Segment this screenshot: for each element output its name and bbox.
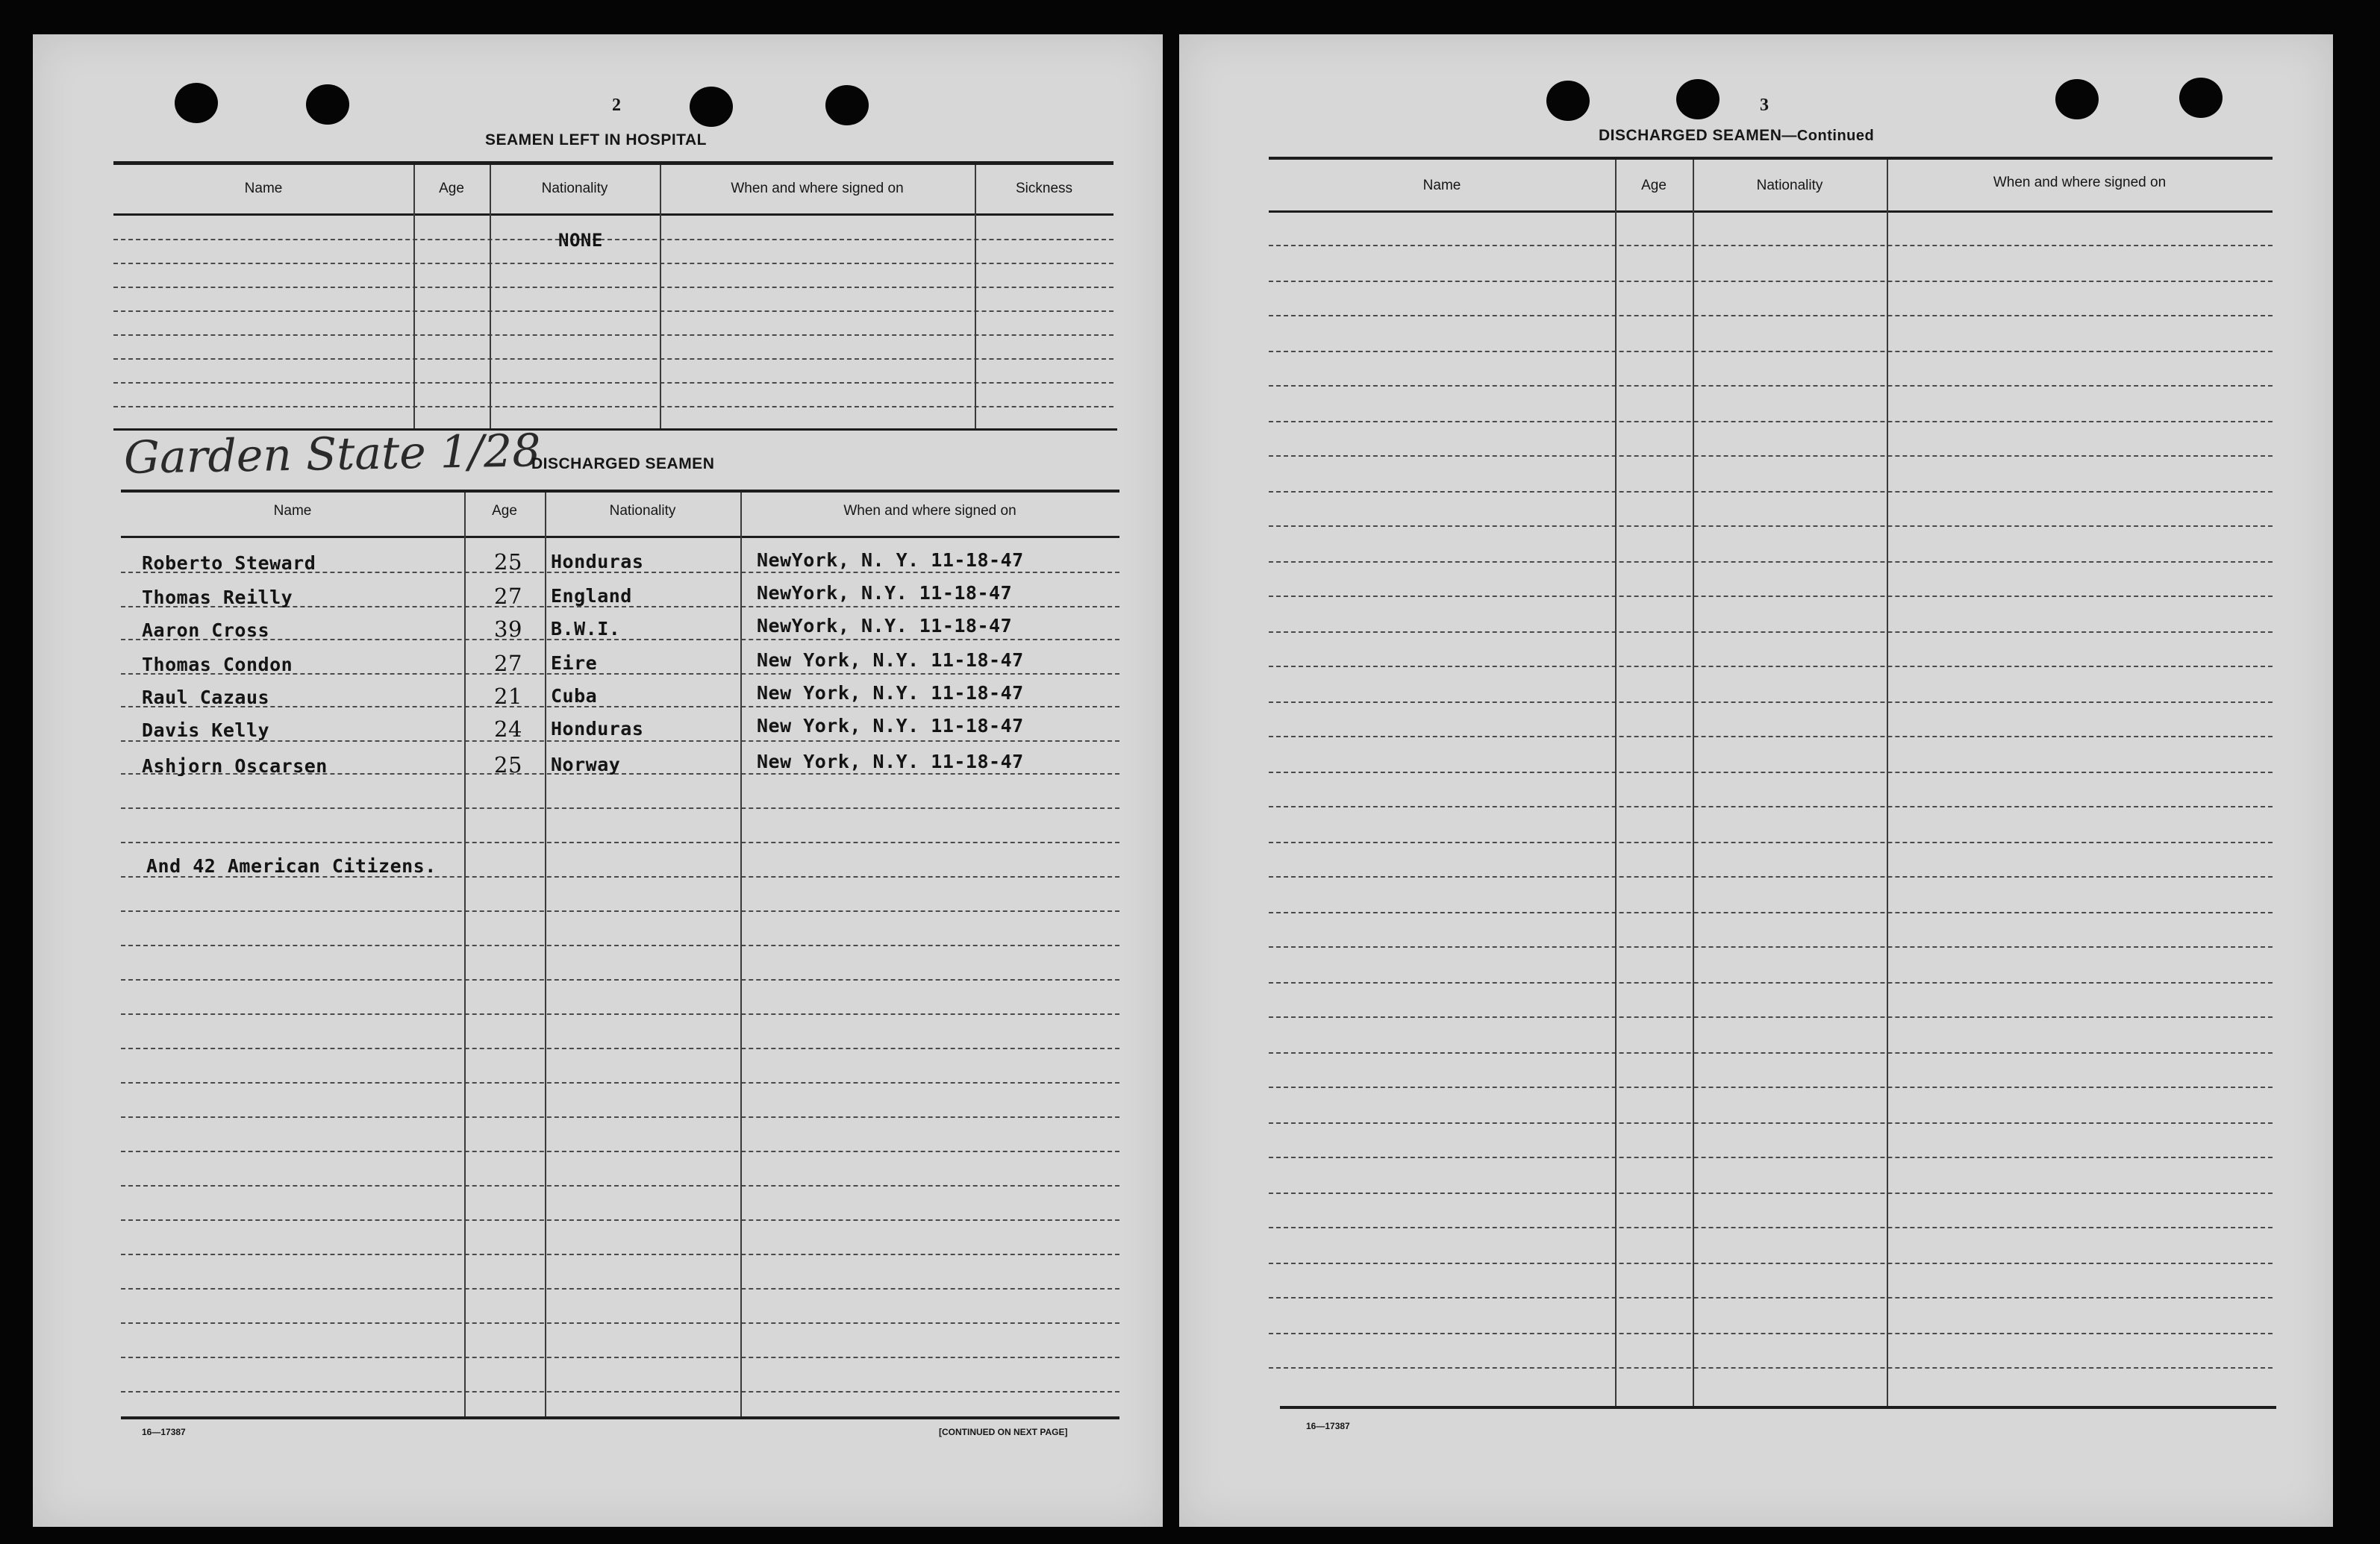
title-text: DISCHARGED SEAMEN xyxy=(1599,127,1782,144)
seaman-nationality: Honduras xyxy=(551,551,644,572)
seaman-signed-on: NewYork, N. Y. 11-18-47 xyxy=(757,549,1024,571)
seaman-age: 25 xyxy=(494,752,522,778)
page-number: 2 xyxy=(612,96,621,115)
seaman-nationality: Norway xyxy=(551,754,621,775)
seaman-age: 24 xyxy=(494,716,522,742)
seaman-nationality: Eire xyxy=(551,652,598,674)
column-header-sickness: Sickness xyxy=(1015,181,1073,196)
seaman-age: 25 xyxy=(494,549,522,575)
column-header-name: Name xyxy=(244,181,283,196)
seaman-nationality: Honduras xyxy=(551,718,644,740)
discharged-section-title: DISCHARGED SEAMEN xyxy=(531,455,715,472)
punch-hole xyxy=(2179,78,2223,118)
column-header-signed-on: When and where signed on xyxy=(843,503,1016,519)
seaman-nationality: B.W.I. xyxy=(551,618,621,640)
seaman-name: Aaron Cross xyxy=(142,619,270,641)
american-citizens-note: And 42 American Citizens. xyxy=(146,855,437,877)
column-header-nationality: Nationality xyxy=(541,181,608,196)
seaman-nationality: England xyxy=(551,585,632,607)
seaman-name: Ashjorn Oscarsen xyxy=(142,755,328,777)
seaman-nationality: Cuba xyxy=(551,685,598,707)
seaman-name: Thomas Reilly xyxy=(142,587,293,608)
seaman-name: Raul Cazaus xyxy=(142,687,270,708)
column-header-age: Age xyxy=(492,503,517,519)
column-header-age: Age xyxy=(439,181,464,196)
punch-hole xyxy=(825,85,869,125)
page-number: 3 xyxy=(1760,96,1769,115)
hospital-section-title: SEAMEN LEFT IN HOSPITAL xyxy=(485,131,707,149)
punch-hole xyxy=(1676,79,1720,119)
punch-hole xyxy=(175,83,218,123)
continued-note: [CONTINUED ON NEXT PAGE] xyxy=(939,1427,1068,1437)
seaman-signed-on: New York, N.Y. 11-18-47 xyxy=(757,682,1024,704)
punch-hole xyxy=(306,84,349,125)
seaman-age: 27 xyxy=(494,651,522,676)
seaman-age: 21 xyxy=(494,684,522,709)
column-header-nationality: Nationality xyxy=(609,503,676,519)
seaman-signed-on: NewYork, N.Y. 11-18-47 xyxy=(757,582,1013,604)
right-page xyxy=(1179,34,2333,1527)
handwritten-note: Garden State 1/28 xyxy=(123,425,542,484)
column-header-name: Name xyxy=(273,503,312,519)
form-number: 16—17387 xyxy=(142,1427,186,1437)
punch-hole xyxy=(690,87,733,127)
seaman-signed-on: New York, N.Y. 11-18-47 xyxy=(757,649,1024,671)
seaman-name: Thomas Condon xyxy=(142,654,293,675)
column-header-name: Name xyxy=(1422,178,1461,193)
seaman-age: 27 xyxy=(494,584,522,609)
seaman-signed-on: New York, N.Y. 11-18-47 xyxy=(757,715,1024,737)
discharged-continued-title xyxy=(1599,127,1874,145)
punch-hole xyxy=(2055,79,2099,119)
column-header-signed-on: When and where signed on xyxy=(1993,175,2167,190)
seaman-age: 39 xyxy=(494,616,522,642)
seaman-signed-on: New York, N.Y. 11-18-47 xyxy=(757,751,1024,772)
left-page xyxy=(33,34,1163,1527)
hospital-entry-none: NONE xyxy=(558,230,603,251)
form-number: 16—17387 xyxy=(1306,1421,1350,1431)
column-header-age: Age xyxy=(1641,178,1667,193)
punch-hole xyxy=(1546,81,1590,121)
seaman-signed-on: NewYork, N.Y. 11-18-47 xyxy=(757,615,1013,637)
seaman-name: Davis Kelly xyxy=(142,719,270,741)
seaman-name: Roberto Steward xyxy=(142,552,316,574)
column-header-nationality: Nationality xyxy=(1756,178,1823,193)
column-header-signed-on: When and where signed on xyxy=(731,181,904,196)
title-continued: —Continued xyxy=(1781,128,1875,144)
